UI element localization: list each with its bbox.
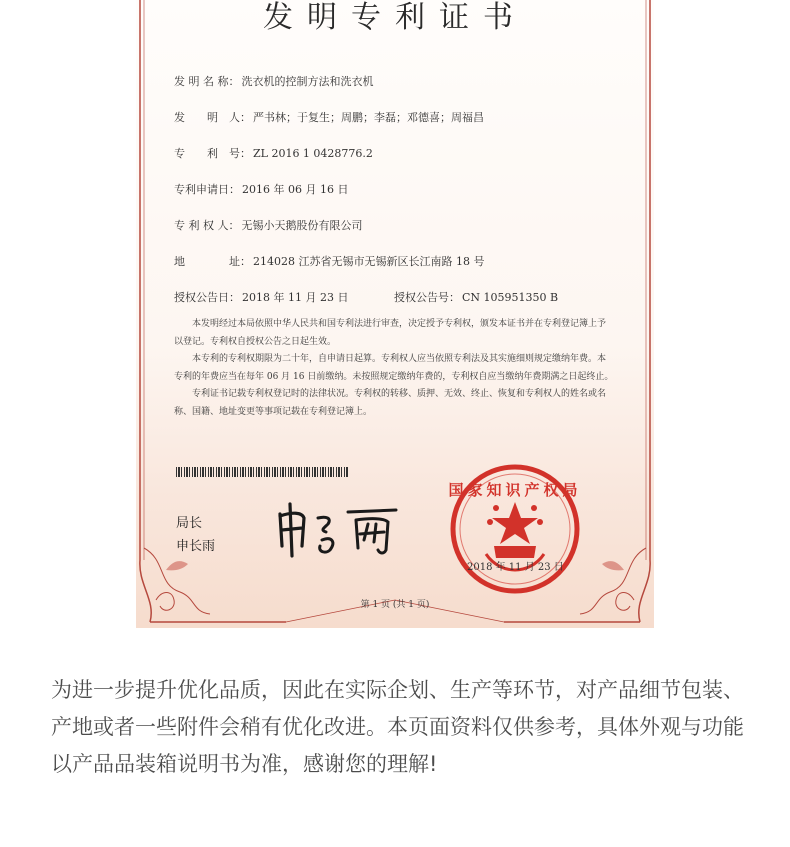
page-number: 第 1 页 (共 1 页) (360, 600, 430, 610)
certificate-title: 发明专利证书 (263, 0, 527, 35)
grant-number-value: CN 105951350 B (462, 291, 559, 304)
field-filing-date (174, 181, 348, 197)
address-label: 地 址： (174, 255, 251, 268)
invention-name-label: 发 明 名 称： (174, 75, 240, 88)
field-grant-number (394, 289, 558, 305)
official-seal (448, 462, 582, 596)
barcode (176, 467, 348, 477)
field-patentee (174, 217, 363, 233)
director-name: 申长雨 (176, 539, 216, 554)
grant-date-value: 2018 年 11 月 23 日 (242, 291, 349, 304)
director-title: 局长 (176, 516, 203, 531)
patentee-value: 无锡小天鹅股份有限公司 (241, 219, 363, 232)
filing-date-label: 专利申请日： (174, 183, 240, 196)
statement-paragraph-2: 本专利的专利权期限为二十年，自申请日起算。专利权人应当依照专利法及其实施细则规定缴纳年费。本专利的年费应当在每年 06 月 16 日前缴纳。未按照规定缴纳年费的，专利权自应当缴纳年费期满之日起终止。 (174, 354, 614, 382)
statement-paragraph-3: 专利证书记载专利权登记时的法律状况。专利权的转移、质押、无效、终止、恢复和专利权人的姓名或名称、国籍、地址变更等事项记载在专利登记簿上。 (174, 389, 607, 417)
inventors-label: 发 明 人： (174, 111, 251, 124)
field-inventors (174, 109, 484, 125)
patent-certificate (136, 0, 654, 628)
address-value: 214028 江苏省无锡市无锡新区长江南路 18 号 (253, 255, 485, 268)
patent-number-value: ZL 2016 1 0428776.2 (253, 147, 373, 160)
patent-number-label: 专 利 号： (174, 147, 251, 160)
seal-date: 2018 年 11 月 23 日 (467, 562, 564, 573)
field-grant-date (174, 289, 348, 305)
grant-number-label: 授权公告号： (394, 291, 460, 304)
statement-paragraph-1: 本发明经过本局依照中华人民共和国专利法进行审查，决定授予专利权，颁发本证书并在专利登记簿上予以登记。专利权自授权公告之日起生效。 (174, 319, 607, 347)
seal-text: 国家知识产权局 (448, 481, 582, 499)
invention-name-value: 洗衣机的控制方法和洗衣机 (241, 75, 374, 88)
patentee-label: 专 利 权 人： (174, 219, 240, 232)
certificate-statement (174, 316, 614, 421)
field-patent-number (174, 145, 373, 161)
filing-date-value: 2016 年 06 月 16 日 (242, 183, 349, 196)
disclaimer-text: 为进一步提升优化品质，因此在实际企划、生产等环节，对产品细节包装、产地或者一些附件会稍有优化改进。本页面资料仅供参考，具体外观与功能以产品品装箱说明书为准，感谢您的理解! (51, 678, 744, 776)
director-signature (274, 496, 402, 560)
field-address (174, 253, 484, 269)
inventors-value: 严书林；于复生；周鹏；李磊；邓德喜；周福昌 (253, 111, 484, 124)
field-invention-name (174, 73, 374, 89)
grant-date-label: 授权公告日： (174, 291, 240, 304)
